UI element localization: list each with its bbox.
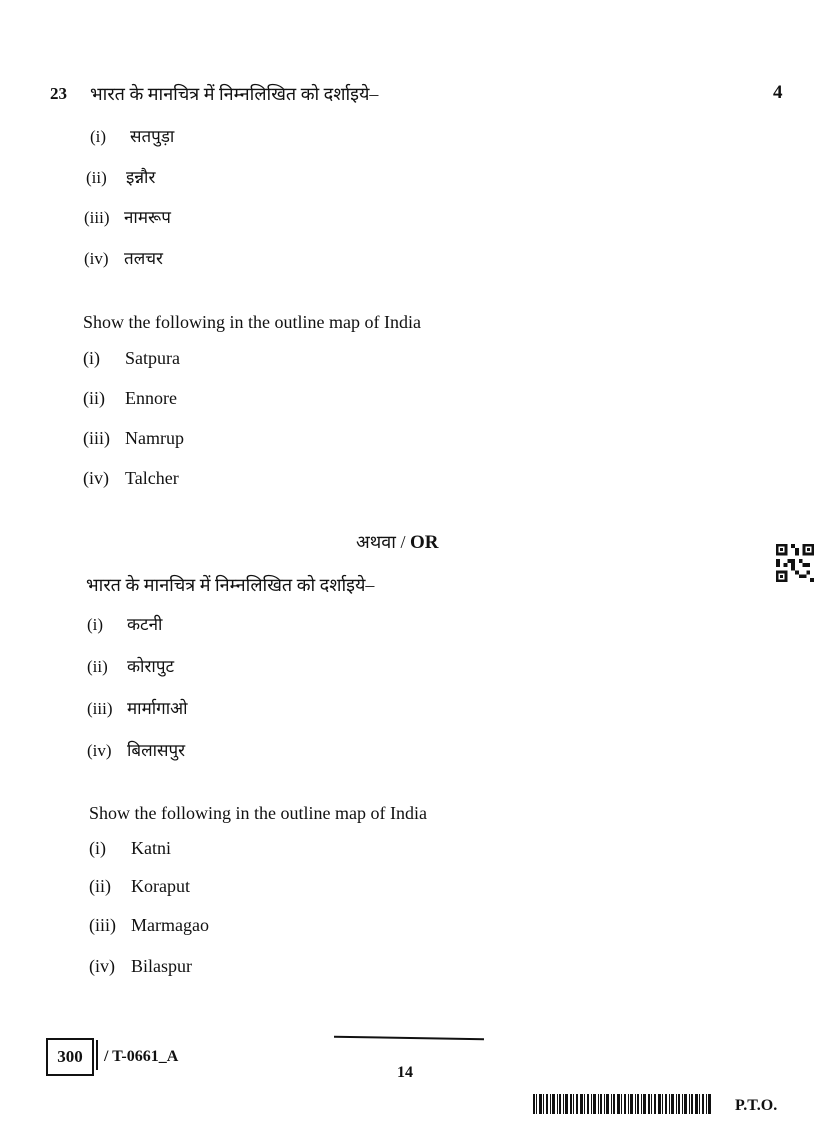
list-item (89, 838, 171, 859)
item-number: (i) (87, 615, 104, 634)
item-text: Katni (131, 838, 171, 858)
list-item (87, 696, 188, 719)
item-number: (iv) (84, 249, 109, 268)
alt-prompt-english: Show the following in the outline map of India (89, 803, 427, 823)
item-text: इन्नौर (126, 168, 156, 187)
item-text: कोरापुट (127, 657, 175, 676)
list-item (83, 468, 179, 489)
page-number: 14 (397, 1064, 413, 1081)
paper-number-box (46, 1038, 94, 1076)
list-item (84, 246, 163, 269)
item-text: Satpura (125, 348, 180, 368)
list-item (89, 956, 192, 977)
question-marks: 4 (773, 82, 783, 103)
item-text: मार्मागाओ (127, 699, 188, 718)
item-text: Koraput (131, 876, 190, 896)
list-item (87, 654, 174, 677)
item-number: (iii) (83, 428, 110, 448)
item-number: (iii) (87, 699, 113, 718)
or-hindi: अथवा (356, 532, 396, 552)
or-english: OR (409, 532, 439, 553)
item-text: Marmagao (131, 915, 209, 935)
barcode-icon (533, 1094, 713, 1114)
question-prompt-english: Show the following in the outline map of India (83, 312, 421, 332)
item-number: (ii) (83, 388, 105, 408)
list-item (87, 612, 162, 635)
list-item (84, 205, 171, 228)
list-item (83, 348, 180, 369)
item-number: (ii) (87, 657, 108, 676)
or-divider (356, 530, 438, 554)
item-text: सतपुड़ा (130, 127, 175, 146)
list-item (86, 165, 155, 188)
item-number: (ii) (89, 876, 111, 896)
item-text: Namrup (125, 428, 184, 448)
list-item (89, 876, 190, 897)
qr-code-icon (776, 544, 814, 582)
alt-prompt-hindi: भारत के मानचित्र में निम्नलिखित को दर्शाइये– (86, 575, 375, 595)
item-text: Ennore (125, 388, 177, 408)
paper-code: / T-0661_A (104, 1048, 179, 1065)
list-item (90, 124, 174, 147)
list-item (89, 915, 209, 936)
question-number: 23 (50, 84, 67, 103)
item-number: (iv) (83, 468, 109, 488)
item-text: बिलासपुर (127, 741, 186, 760)
item-number: (i) (90, 127, 107, 146)
item-text: Talcher (125, 468, 179, 488)
paper-number: 300 (57, 1047, 83, 1066)
list-item (83, 428, 184, 449)
list-item (87, 738, 185, 761)
item-number: (iv) (87, 741, 112, 760)
item-number: (ii) (86, 168, 107, 187)
item-number: (iii) (84, 208, 110, 227)
item-number: (i) (83, 348, 100, 368)
item-number: (i) (89, 838, 106, 858)
question-prompt-hindi: भारत के मानचित्र में निम्नलिखित को दर्शाइये– (90, 84, 379, 104)
item-text: Bilaspur (131, 956, 192, 976)
item-text: तलचर (124, 249, 163, 268)
item-text: कटनी (127, 615, 163, 634)
pto-label: P.T.O. (735, 1097, 778, 1114)
item-number: (iii) (89, 915, 116, 935)
footer-rule (334, 1036, 484, 1041)
box-divider (96, 1040, 98, 1070)
item-number: (iv) (89, 956, 115, 976)
or-separator: / (400, 532, 406, 552)
item-text: नामरूप (124, 208, 171, 227)
list-item (83, 388, 177, 409)
